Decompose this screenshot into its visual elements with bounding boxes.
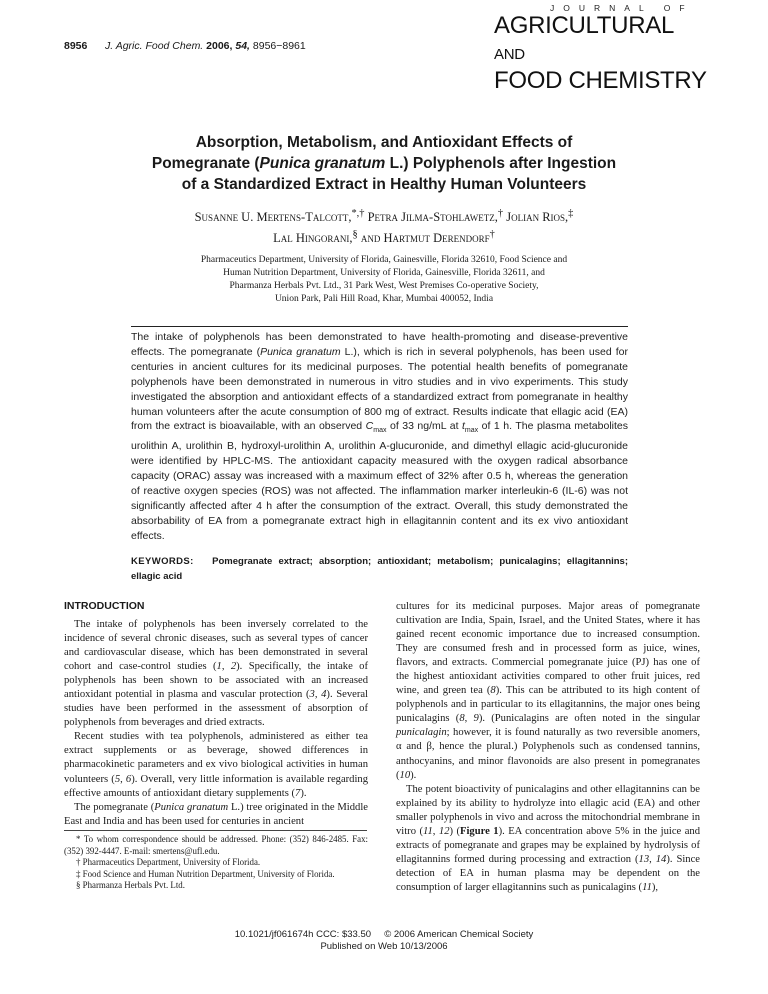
footnotes <box>64 834 368 892</box>
journal-year: 2006, <box>206 40 233 52</box>
author: Susanne U. Mertens-Talcott, <box>194 210 352 225</box>
paragraph: Recent studies with tea polyphenols, administered as either tea extract supplements or as beverage, showed differences in pharmacokinetic parameters and ex vivo biological activities in human volunteers (5, 6). Overall, very little information is available regarding effective amounts of antioxidant dietary supplements (7). <box>64 731 369 799</box>
title-line <box>130 153 638 174</box>
affiliations <box>160 254 608 306</box>
affiliation-line: Pharmaceutics Department, University of Florida, Gainesville, Florida 32610, Food Science and <box>200 255 568 265</box>
author: Petra Jilma-Stohlawetz, <box>364 210 498 225</box>
doi-line: 10.1021/jf061674h CCC: $33.50 © 2006 American Chemical Society <box>234 929 534 940</box>
abstract <box>131 330 628 544</box>
author-list <box>130 205 638 247</box>
citation-link[interactable]: 9 <box>473 713 479 725</box>
citation-link[interactable]: 10 <box>399 769 411 781</box>
citation-link[interactable]: 5 <box>114 773 121 785</box>
footnote-divider <box>64 830 367 831</box>
logo-line1 <box>494 13 708 68</box>
author-line <box>130 205 638 226</box>
published-line: Published on Web 10/13/2006 <box>320 941 448 952</box>
cmax-symbol: C <box>365 420 374 433</box>
author-mark: † <box>489 229 495 241</box>
right-column <box>396 600 700 895</box>
journal-volume: 54, <box>235 40 250 52</box>
abstract-text: of 1 h. The plasma metabolites urolithin A, urolithin B, hydroxyl-urolithin A, urolithin A-glucuronide, and dimethyl ellagic acid-glucuronide were identified by HPLC-MS. The antioxidant capacity measured with the oxygen radical absorbance capacity (ORAC) assay was increased with a maximum effect of 32% after 0.5 h, whereas the generation of reactive oxygen species (ROS) was not affected. The inflammation marker interleukin-6 (IL-6) was not significantly affected after 4 h after the consumption of the extract. Overall, this study demonstrated the absorbability of EA from a pomegranate extract high in ellagitannin content and its ex vivo antioxidant effects. <box>131 420 628 542</box>
logo-line1-word: AGRICULTURAL <box>494 12 674 39</box>
citation-link[interactable]: 6 <box>125 773 132 785</box>
article-title <box>130 132 638 195</box>
figure-link[interactable]: Figure 1 <box>460 825 499 837</box>
author-mark: † <box>497 208 504 219</box>
paragraph: The intake of polyphenols has been inversely correlated to the incidence of several chronic diseases, such as several types of cancer and cardiovascular disease, which has been demonstrated in several cohort and case-control studies (1, 2). Specifically, the intake of polyphenols has been shown to be associated with an increased antioxidant potential in plasma and vascular protection (3, 4). Several studies have been performed in the assessment of absorption of polyphenols from beverages and dried extracts. <box>64 619 369 729</box>
footnote: § Pharmanza Herbals Pvt. Ltd. <box>76 880 185 890</box>
citation-link[interactable]: 12 <box>438 825 450 837</box>
section-heading-introduction: INTRODUCTION <box>64 600 145 612</box>
journal-abbrev: J. Agric. Food Chem. <box>105 40 204 52</box>
author: and Hartmut Derendorf <box>357 231 490 246</box>
footnote: † Pharmaceutics Department, University of Florida. <box>76 857 261 867</box>
tmax-symbol: t <box>462 420 465 433</box>
author: Lal Hingorani, <box>273 231 353 246</box>
author: Jolian Rios, <box>503 210 569 225</box>
abstract-text: of 33 ng/mL at <box>386 420 462 433</box>
author-mark: ‡ <box>568 208 574 219</box>
affiliation-line: Human Nutrition Department, University of Florida, Gainesville, Florida 32611, and <box>223 268 545 278</box>
citation-link[interactable]: 7 <box>295 787 301 799</box>
title-text: Pomegranate ( <box>151 155 260 172</box>
page-footer <box>200 929 568 953</box>
title-text: L.) Polyphenols after Ingestion <box>385 155 617 172</box>
abstract-divider <box>131 326 628 327</box>
citation-link[interactable]: 4 <box>321 689 327 701</box>
citation-link[interactable]: 8 <box>490 685 496 697</box>
tmax-subscript: max <box>464 427 479 435</box>
cmax-subscript: max <box>373 427 387 435</box>
paragraph: The potent bioactivity of punicalagins and other ellagitannins can be explained by its ability to hydrolyze into ellagic acid (EA) and other smaller polyphenols in vivo and across the mitochondrial membrane in vitro (11, 12) (Figure 1). EA concentration above 5% in the juice and extracts of pomegranate and grapes may be explained by hydrolysis of ellagitannins formed during processing and extraction (13, 14). Since detection of EA in human plasma may be dependent on the consumption of larger ellagitannins such as punicalagins (11), <box>396 783 700 893</box>
footnote: * To whom correspondence should be addressed. Phone: (352) 846-2485. Fax: (352) 392-4447. E-mail: smertens@ufl.edu. <box>64 834 368 856</box>
title-line: of a Standardized Extract in Healthy Human Volunteers <box>181 176 587 193</box>
left-column <box>64 618 368 829</box>
citation-link[interactable]: 11 <box>422 825 433 837</box>
citation-link[interactable]: 3 <box>309 689 315 701</box>
affiliation-line: Union Park, Pali Hill Road, Khar, Mumbai 400052, India <box>274 294 494 304</box>
keywords-label: KEYWORDS: <box>131 556 194 567</box>
affiliation-line: Pharmanza Herbals Pvt. Ltd., 31 Park West, West Premises Co-operative Society, <box>229 281 539 291</box>
citation-link[interactable]: 11 <box>642 881 652 893</box>
journal-logo <box>494 3 708 94</box>
footnote: ‡ Food Science and Human Nutrition Department, University of Florida. <box>76 868 335 879</box>
abstract-text: The intake of polyphenols has been demonstrated to have health-promoting and disease-preventive effects. The pomegranate ( <box>131 331 628 358</box>
citation-link[interactable]: 8 <box>459 713 465 725</box>
keywords <box>131 555 628 584</box>
author-mark: § <box>352 229 358 241</box>
paragraph: cultures for its medicinal purposes. Major areas of pomegranate cultivation are India, Spain, Israel, and the United States, where it has gained recent economic importance due to increased consumption. They are consumed fresh and in processed form as juice, wines, flavors, and extracts. Commercial pomegranate juice (PJ) has one of the highest antioxidant activities compared to other fruit juices, red wine, and green tea (8). This can be attributed to its high content of polyphenols and in particular to its ellagitannins, the major ones being punicalagins (8, 9). (Punicalagins are often noted in the singular punicalagin; however, it is found naturally as two reversible anomers, α and β, hence the plural.) Polyphenols such as condensed tannins, anthocyanins, and minor flavonoids are also present in pomegranates (10). <box>396 601 700 781</box>
page-number: 8956 <box>64 40 88 52</box>
abstract-text: L.), which is rich in several polyphenols, has been used for centuries in ancient cultures for its medicinal purposes. The potential health benefits of pomegranate polyphenols have been demonstrated in numerous in vitro studies and in vivo experiments. This study investigated the absorption and antioxidant effects of a standardized extract from pomegranate in healthy human volunteers after the acute consumption of 800 mg of extract. Results indicate that ellagic acid (EA) from the extract is bioavailable, with an observed <box>131 345 628 433</box>
paragraph: The pomegranate (Punica granatum L.) tree originated in the Middle East and India and has been used for centuries in ancient <box>64 801 368 827</box>
author-mark: *,† <box>351 208 365 219</box>
citation-link[interactable]: 2 <box>230 661 237 673</box>
citation-link[interactable]: 13 <box>638 853 650 865</box>
citation-link[interactable]: 14 <box>655 853 667 865</box>
title-species: Punica granatum <box>259 155 386 172</box>
author-line <box>130 226 638 247</box>
logo-and: AND <box>494 46 525 63</box>
logo-small-text: JOURNAL OF <box>550 3 694 13</box>
citation-link[interactable]: 1 <box>216 661 222 673</box>
title-line: Absorption, Metabolism, and Antioxidant Effects of <box>195 134 573 151</box>
journal-citation <box>105 40 306 52</box>
keywords-text: Pomegranate extract; absorption; antioxidant; metabolism; punicalagins; ellagitannins; ellagic acid <box>131 556 629 582</box>
logo-line2: FOOD CHEMISTRY <box>494 67 707 94</box>
abstract-species: Punica granatum <box>260 345 341 358</box>
journal-pages: 8956−8961 <box>252 40 306 52</box>
